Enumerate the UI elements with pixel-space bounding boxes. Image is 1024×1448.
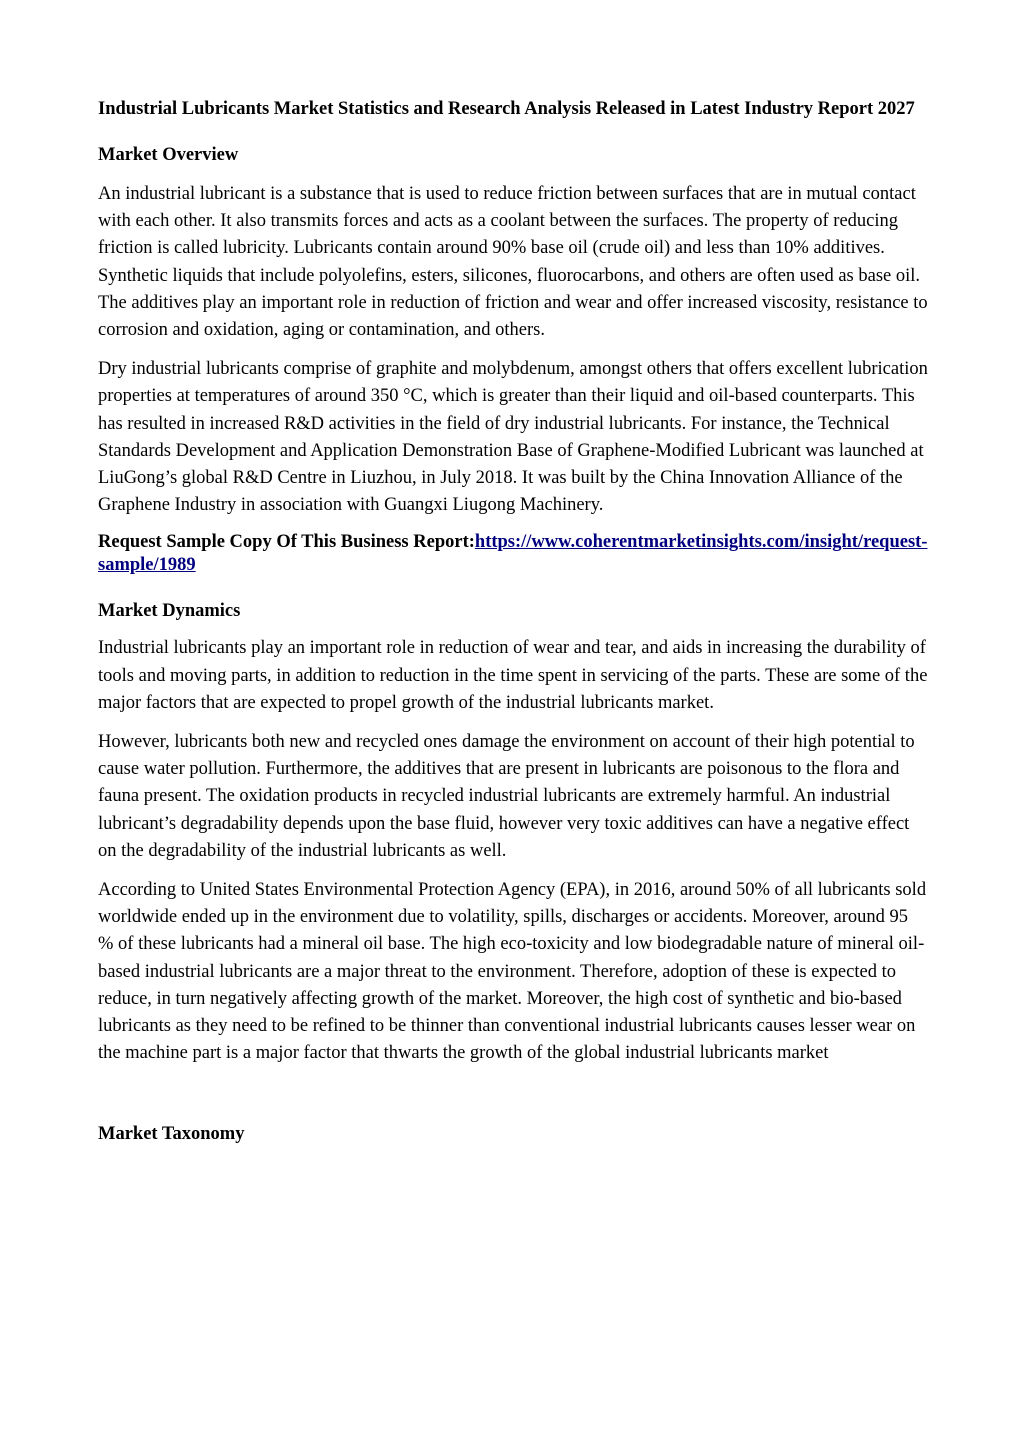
request-sample-text xyxy=(98,531,928,577)
request-sample-label: Request Sample Copy Of This Business Report: xyxy=(98,532,475,553)
dynamics-paragraph-3: According to United States Environmental Protection Agency (EPA), in 2016, around 50% of all lubricants sold worldwide ended up in the environment due to volatility, spills, discharges or accidents. Moreover, around 95 % of these lubricants had a mineral oil base. The high eco-toxicity and low biodegradable nature of mineral oil-based industrial lubricants are a major threat to the environment. Therefore, adoption of these is expected to reduce, in turn negatively affecting growth of the market. Moreover, the high cost of synthetic and bio-based lubricants as they need to be refined to be thinner than conventional industrial lubricants causes lesser wear on the machine part is a major factor that thwarts the growth of the global industrial lubricants market xyxy=(98,880,927,1064)
overview-paragraph-1: An industrial lubricant is a substance that is used to reduce friction between surfaces that are in mutual contact with each other. It also transmits forces and acts as a coolant between the surfaces. The property of reducing friction is called lubricity. Lubricants contain around 90% base oil (crude oil) and less than 10% additives. Synthetic liquids that include polyolefins, esters, silicones, fluorocarbons, and others are often used as base oil. The additives play an important role in reduction of friction and wear and offer increased viscosity, resistance to corrosion and oxidation, aging or contamination, and others. xyxy=(98,184,928,341)
request-sample-link[interactable]: https://www.coherentmarketinsights.com/insight/request-sample/1989 xyxy=(98,532,928,576)
dynamics-paragraph-2: However, lubricants both new and recycled ones damage the environment on account of their high potential to cause water pollution. Furthermore, the additives that are present in lubricants are poisonous to the flora and fauna present. The oxidation products in recycled industrial lubricants are extremely harmful. An industrial lubricant’s degradability depends upon the base fluid, however very toxic additives can have a negative effect on the degradability of the industrial lubricants as well. xyxy=(98,732,915,861)
overview-paragraph-2: Dry industrial lubricants comprise of graphite and molybdenum, amongst others that offers excellent lubrication properties at temperatures of around 350 °C, which is greater than their liquid and oil-based counterparts. This has resulted in increased R&D activities in the field of dry industrial lubricants. For instance, the Technical Standards Development and Application Demonstration Base of Graphene-Modified Lubricant was launched at LiuGong’s global R&D Centre in Liuzhou, in July 2018. It was built by the China Innovation Alliance of the Graphene Industry in association with Guangxi Liugong Machinery. xyxy=(98,359,928,516)
dynamics-paragraph-1: Industrial lubricants play an important role in reduction of wear and tear, and aids in increasing the durability of tools and moving parts, in addition to reduction in the time spent in servicing of the parts. These are some of the major factors that are expected to propel growth of the industrial lubricants market. xyxy=(98,638,928,713)
document-title: Industrial Lubricants Market Statistics and Research Analysis Released in Latest Industry Report 2027 xyxy=(98,99,915,119)
market-taxonomy-heading: Market Taxonomy xyxy=(98,1124,245,1145)
market-overview-heading: Market Overview xyxy=(98,145,239,165)
market-dynamics-heading: Market Dynamics xyxy=(98,601,241,622)
document-page xyxy=(98,98,928,1146)
